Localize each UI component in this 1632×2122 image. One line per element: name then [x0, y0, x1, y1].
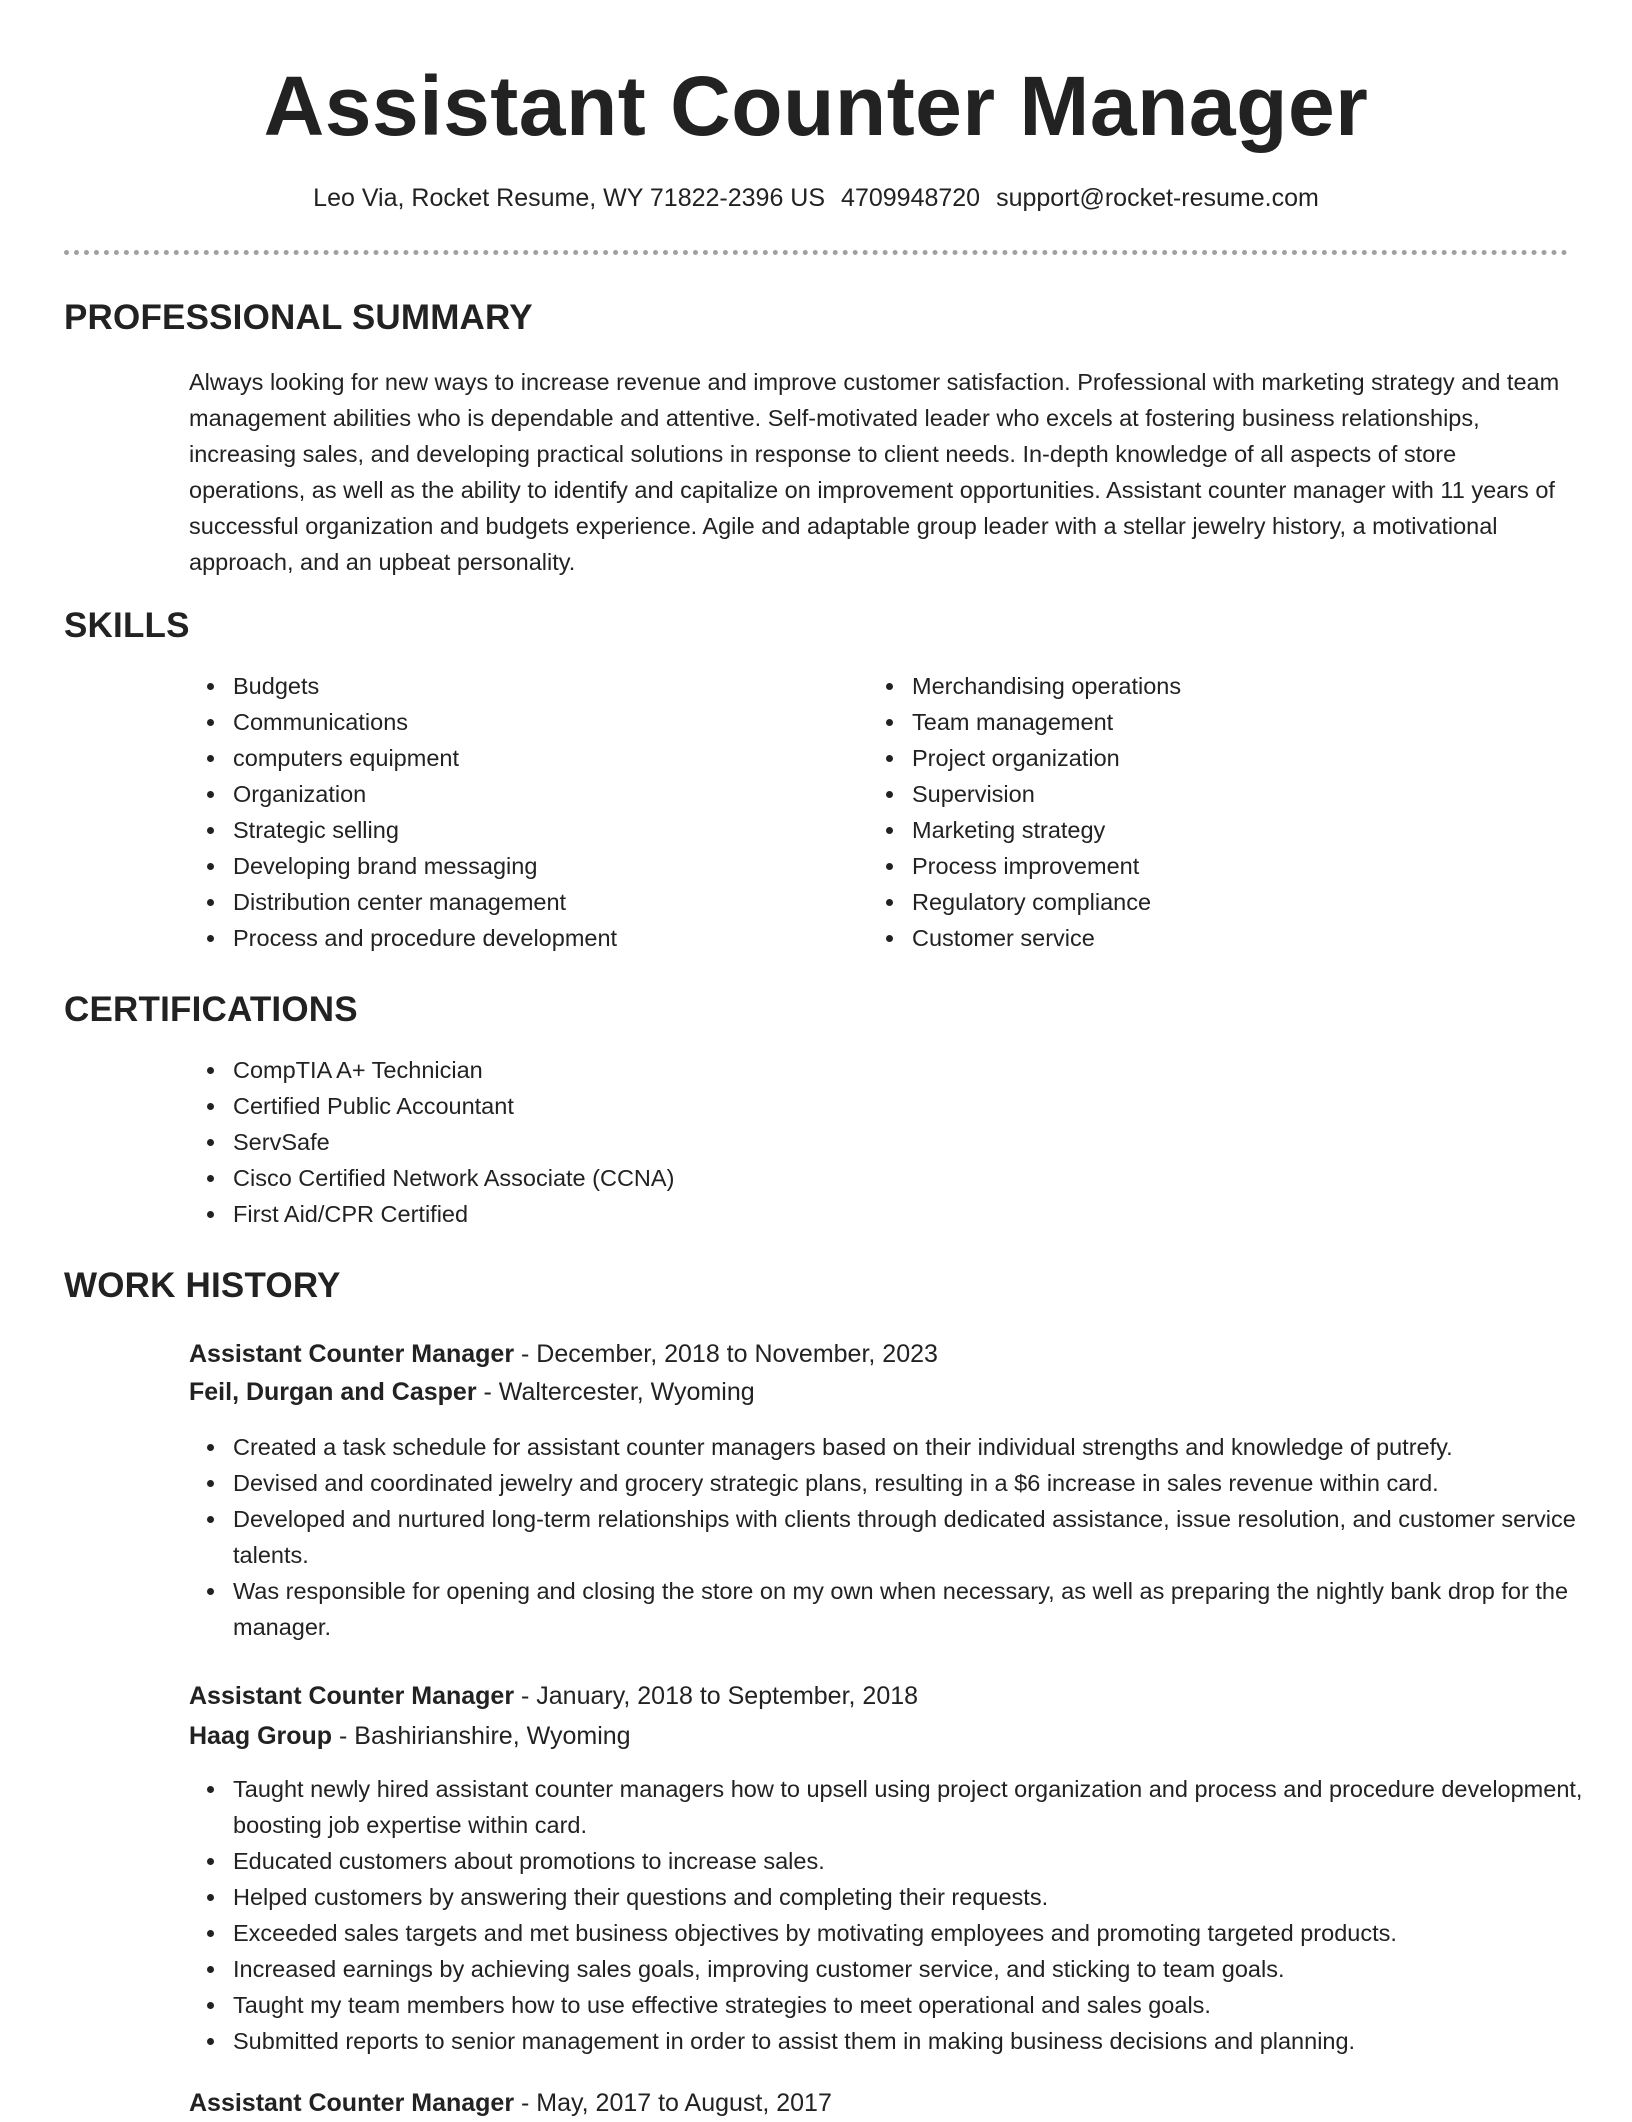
skill-item: Merchandising operations: [912, 668, 1532, 704]
resume-title: Assistant Counter Manager: [263, 59, 1369, 153]
skill-item: Process improvement: [912, 848, 1532, 884]
job-location: - Waltercester, Wyoming: [476, 1378, 755, 1406]
job-title: Assistant Counter Manager: [189, 2089, 515, 2117]
contact-address: Leo Via, Rocket Resume, WY 71822-2396 US: [313, 184, 826, 212]
header-divider: [64, 250, 1568, 255]
job-company-line: [189, 1373, 755, 1411]
skill-item: Marketing strategy: [912, 812, 1532, 848]
skill-item: Communications: [233, 704, 853, 740]
skill-item: Process and procedure development: [233, 920, 853, 956]
job-company: Haag Group: [189, 1722, 333, 1750]
job-bullet: Increased earnings by achieving sales goals, improving customer service, and sticking to team goals.: [233, 1951, 1613, 1987]
job-title-line: [189, 1335, 938, 1373]
certification-item: Cisco Certified Network Associate (CCNA): [233, 1160, 1433, 1196]
certifications-heading: CERTIFICATIONS: [64, 990, 358, 1029]
skill-item: Developing brand messaging: [233, 848, 853, 884]
skill-item: Organization: [233, 776, 853, 812]
skills-list-right: [868, 668, 1532, 956]
job-title-line: [189, 2084, 832, 2122]
skill-item: Regulatory compliance: [912, 884, 1532, 920]
skill-item: Project organization: [912, 740, 1532, 776]
job-dates: - January, 2018 to September, 2018: [514, 1682, 919, 1710]
summary-heading: PROFESSIONAL SUMMARY: [64, 298, 533, 337]
job-bullet: Educated customers about promotions to increase sales.: [233, 1843, 1613, 1879]
job-bullets: [189, 1429, 1613, 1645]
job-company-line: [189, 1717, 631, 1755]
skill-item: Customer service: [912, 920, 1532, 956]
job-dates: - December, 2018 to November, 2023: [514, 1340, 938, 1368]
certifications-list: [189, 1052, 1433, 1232]
skills-heading: SKILLS: [64, 606, 190, 645]
job-title-line: [189, 1677, 918, 1715]
job-bullet: Helped customers by answering their questions and completing their requests.: [233, 1879, 1613, 1915]
certification-item: Certified Public Accountant: [233, 1088, 1433, 1124]
job-bullet: Exceeded sales targets and met business objectives by motivating employees and promoting targeted products.: [233, 1915, 1613, 1951]
work-history-heading: WORK HISTORY: [64, 1266, 341, 1305]
contact-info: [0, 180, 1632, 216]
job-bullet: Developed and nurtured long-term relationships with clients through dedicated assistance, issue resolution, and customer service talents.: [233, 1501, 1613, 1573]
certification-item: ServSafe: [233, 1124, 1433, 1160]
contact-email[interactable]: support@rocket-resume.com: [996, 184, 1319, 212]
skill-item: computers equipment: [233, 740, 853, 776]
job-location: - Bashirianshire, Wyoming: [332, 1722, 631, 1750]
skill-item: Distribution center management: [233, 884, 853, 920]
job-bullet: Was responsible for opening and closing the store on my own when necessary, as well as preparing the nightly bank drop for the manager.: [233, 1573, 1613, 1645]
job-bullet: Devised and coordinated jewelry and grocery strategic plans, resulting in a $6 increase in sales revenue within card.: [233, 1465, 1613, 1501]
job-company: Feil, Durgan and Casper: [189, 1378, 477, 1406]
job-dates: - May, 2017 to August, 2017: [514, 2089, 832, 2117]
job-title: Assistant Counter Manager: [189, 1340, 515, 1368]
contact-phone: 4709948720: [841, 184, 981, 212]
job-bullet: Submitted reports to senior management in order to assist them in making business decisions and planning.: [233, 2023, 1613, 2059]
skill-item: Strategic selling: [233, 812, 853, 848]
job-bullets: [189, 1771, 1613, 2059]
skill-item: Team management: [912, 704, 1532, 740]
skill-item: Budgets: [233, 668, 853, 704]
job-bullet: Created a task schedule for assistant counter managers based on their individual strengths and knowledge of putrefy.: [233, 1429, 1613, 1465]
skill-item: Supervision: [912, 776, 1532, 812]
certification-item: CompTIA A+ Technician: [233, 1052, 1433, 1088]
job-bullet: Taught my team members how to use effective strategies to meet operational and sales goals.: [233, 1987, 1613, 2023]
job-title: Assistant Counter Manager: [189, 1682, 515, 1710]
certification-item: First Aid/CPR Certified: [233, 1196, 1433, 1232]
skills-list-left: [189, 668, 853, 956]
job-bullet: Taught newly hired assistant counter managers how to upsell using project organization and process and procedure development, boosting job expertise within card.: [233, 1771, 1613, 1843]
summary-text: Always looking for new ways to increase revenue and improve customer satisfaction. Professional with marketing strategy and team management abilities who is dependable and attentive. Self-motivated leader who excels at fostering business relationships, increasing sales, and developing practical solutions in response to client needs. In-depth knowledge of all aspects of store operations, as well as the ability to identify and capitalize on improvement opportunities. Assistant counter manager with 11 years of successful organization and budgets experience. Agile and adaptable group leader with a stellar jewelry history, a motivational approach, and an upbeat personality.: [189, 369, 1560, 575]
